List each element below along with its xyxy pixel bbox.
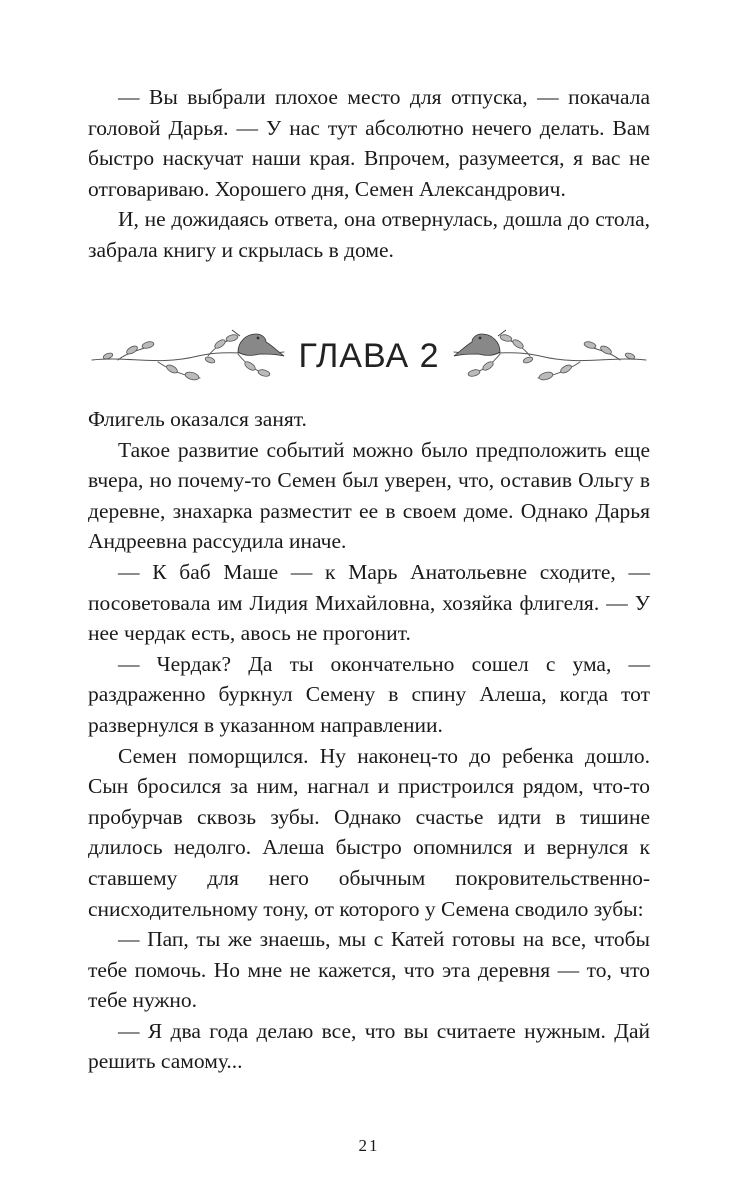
page-number: 21 [358, 1136, 380, 1155]
paragraph: — Вы выбрали плохое место для отпуска, — покачала головой Дарья. — У нас тут абсолютно нечего делать. Вам быстро наскучат наши края. Впрочем, разумеется, я вас не отговариваю. Хорошего дня, Семен Александрович. [88, 85, 650, 201]
paragraph: — Я два года делаю все, что вы считаете нужным. Дай решить самому... [88, 1018, 650, 1074]
bird-ornament-right-icon [450, 316, 650, 388]
paragraph: — Пап, ты же знаешь, мы с Катей готовы на все, чтобы тебе помочь. Но мне не кажется, что эта деревня — то, что тебе нужно. [88, 927, 650, 1013]
paragraph: — Чердак? Да ты окончательно сошел с ума, — раздраженно буркнул Семену в спину Алеша, когда тот развернулся в указанном направлении. [88, 651, 650, 737]
chapter-heading [88, 316, 650, 388]
top-text-block [88, 82, 650, 266]
chapter-title: ГЛАВА 2 [298, 337, 440, 375]
main-text-block [88, 404, 650, 1077]
paragraph: Флигель оказался занят. [88, 407, 307, 431]
paragraph: — К баб Маше — к Марь Анатольевне сходите, — посоветовала им Лидия Михайловна, хозяйка флигеля. — У нее чердак есть, авось не прогонит. [88, 559, 650, 646]
paragraph: И, не дожидаясь ответа, она отвернулась, дошла до стола, забрала книгу и скрылась в доме. [88, 207, 650, 262]
paragraph: Семен поморщился. Ну наконец-то до ребенка дошло. Сын бросился за ним, нагнал и пристроился рядом, что-то пробурчав сквозь зубы. Однако счастье идти в тишине длилось недолго. Алеша быстро опомнился и вернулся к ставшему для него обычным покровительственно-снисходительному тону, от которого у Семена сводило зубы: [88, 743, 650, 921]
paragraph: Такое развитие событий можно было предположить еще вчера, но почему-то Семен был уверен, что, оставив Ольгу в деревне, знахарка разместит ее в своем доме. Однако Дарья Андреевна рассудила иначе. [88, 437, 650, 554]
